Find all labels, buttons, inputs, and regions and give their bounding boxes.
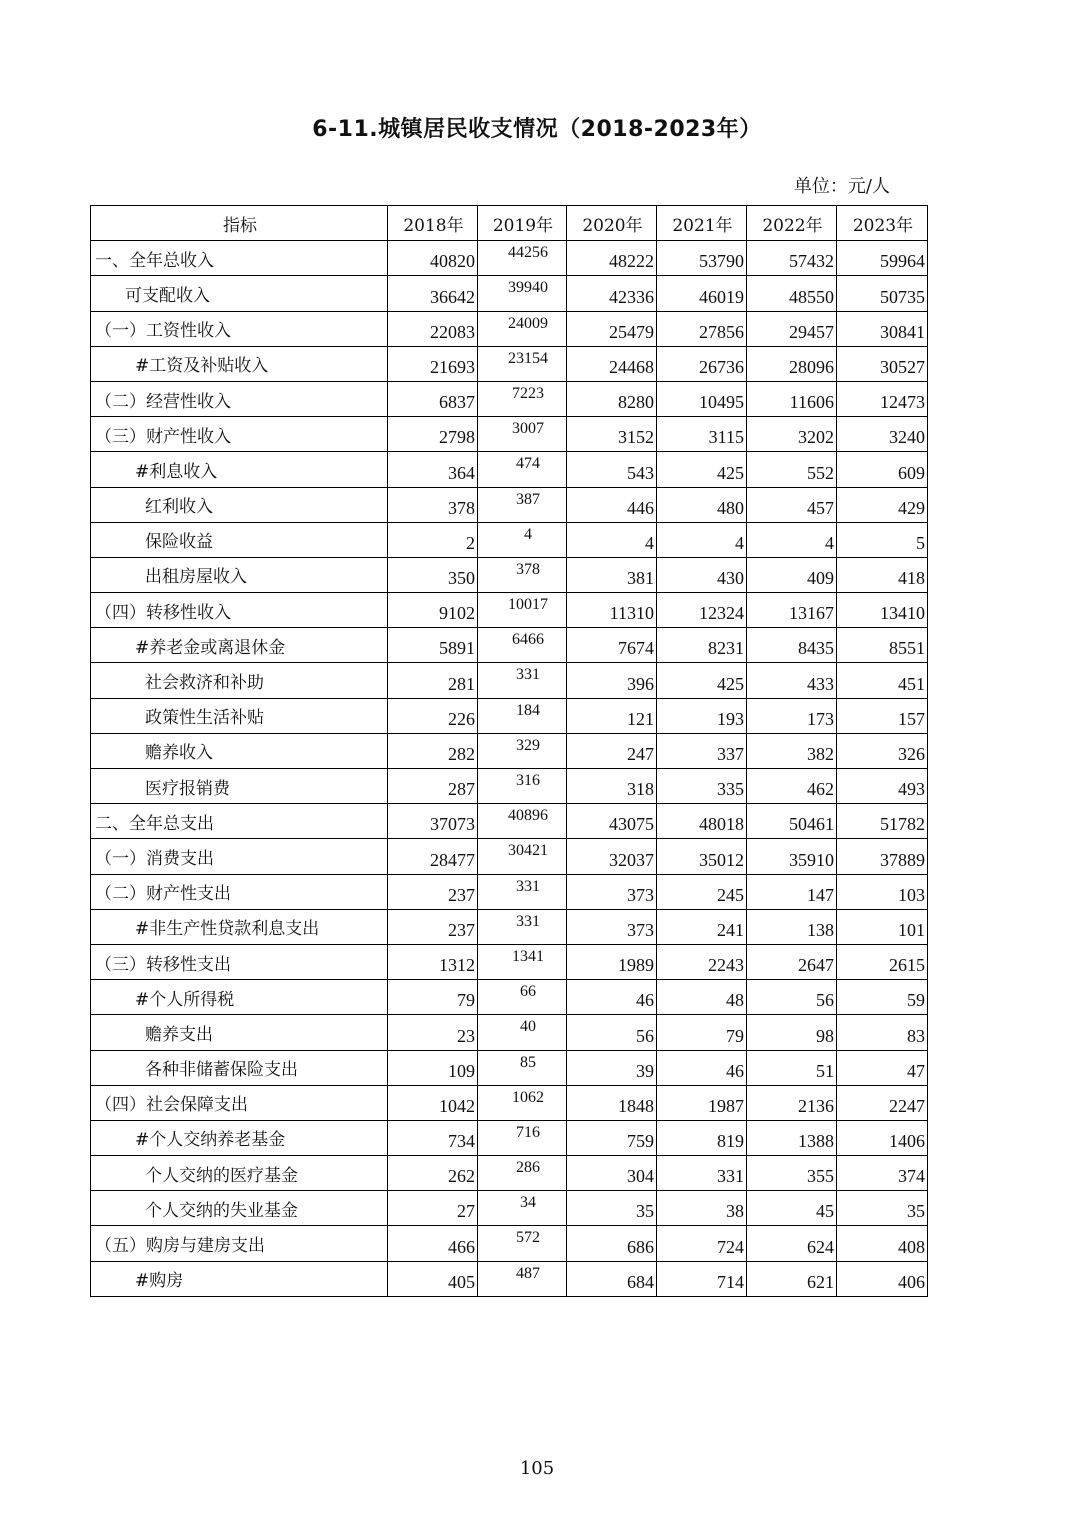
table-cell: 686 [567, 1226, 657, 1261]
table-cell: 2615 [837, 944, 928, 979]
table-cell: 59964 [837, 241, 928, 276]
table-cell: 819 [657, 1120, 747, 1155]
table-row [91, 276, 928, 311]
table-cell: 43075 [567, 804, 657, 839]
table-cell: 335 [657, 769, 747, 804]
table-cell: 381 [567, 557, 657, 592]
row-label: 社会救济和补助 [91, 663, 388, 698]
table-cell: 714 [657, 1261, 747, 1296]
table-cell: 1341 [478, 944, 567, 979]
row-label: （四）社会保障支出 [91, 1085, 388, 1120]
table-cell: 13167 [747, 593, 837, 628]
table-cell: 11310 [567, 593, 657, 628]
table-cell: 51782 [837, 804, 928, 839]
table-cell: 355 [747, 1156, 837, 1191]
table-cell: 85 [478, 1050, 567, 1085]
row-label: 各种非储蓄保险支出 [91, 1050, 388, 1085]
row-label: #个人交纳养老基金 [91, 1120, 388, 1155]
table-cell: 10017 [478, 593, 567, 628]
table-cell: 40 [478, 1015, 567, 1050]
table-cell: 7674 [567, 628, 657, 663]
table-cell: 98 [747, 1015, 837, 1050]
table-cell: 684 [567, 1261, 657, 1296]
table-row [91, 1261, 928, 1296]
table-cell: 27 [388, 1191, 478, 1226]
table-cell: 7223 [478, 381, 567, 416]
table-row [91, 417, 928, 452]
column-header: 2022年 [747, 206, 837, 241]
table-cell: 101 [837, 909, 928, 944]
table-header-row [91, 206, 928, 241]
table-cell: 433 [747, 663, 837, 698]
table-cell: 241 [657, 909, 747, 944]
table-cell: 12324 [657, 593, 747, 628]
table-cell: 9102 [388, 593, 478, 628]
table-cell: 247 [567, 733, 657, 768]
row-label: 可支配收入 [91, 276, 388, 311]
table-row [91, 593, 928, 628]
row-label: （一）消费支出 [91, 839, 388, 874]
table-cell: 3202 [747, 417, 837, 452]
table-cell: 378 [388, 487, 478, 522]
table-cell: 12473 [837, 381, 928, 416]
table-cell: 34 [478, 1191, 567, 1226]
table-cell: 418 [837, 557, 928, 592]
row-label: （三）转移性支出 [91, 944, 388, 979]
table-cell: 79 [388, 980, 478, 1015]
table-body [91, 241, 928, 1297]
table-cell: 425 [657, 452, 747, 487]
table-cell: 406 [837, 1261, 928, 1296]
row-label: 出租房屋收入 [91, 557, 388, 592]
table-cell: 53790 [657, 241, 747, 276]
table-cell: 304 [567, 1156, 657, 1191]
table-cell: 21693 [388, 346, 478, 381]
table-cell: 29457 [747, 311, 837, 346]
row-label: 一、全年总收入 [91, 241, 388, 276]
table-row [91, 874, 928, 909]
table-cell: 46 [657, 1050, 747, 1085]
table-cell: 42336 [567, 276, 657, 311]
row-label: （四）转移性收入 [91, 593, 388, 628]
table-row [91, 804, 928, 839]
table-cell: 316 [478, 769, 567, 804]
table-cell: 66 [478, 980, 567, 1015]
table-cell: 474 [478, 452, 567, 487]
column-header: 2021年 [657, 206, 747, 241]
table-cell: 56 [747, 980, 837, 1015]
table-cell: 11606 [747, 381, 837, 416]
table-cell: 8551 [837, 628, 928, 663]
table-cell: 39940 [478, 276, 567, 311]
table-cell: 48222 [567, 241, 657, 276]
table-cell: 286 [478, 1156, 567, 1191]
table-cell: 37073 [388, 804, 478, 839]
table-cell: 38 [657, 1191, 747, 1226]
table-cell: 226 [388, 698, 478, 733]
table-cell: 382 [747, 733, 837, 768]
table-cell: 331 [478, 909, 567, 944]
table-row [91, 1226, 928, 1261]
table-cell: 364 [388, 452, 478, 487]
table-cell: 282 [388, 733, 478, 768]
table-cell: 24468 [567, 346, 657, 381]
table-cell: 734 [388, 1120, 478, 1155]
table-cell: 326 [837, 733, 928, 768]
table-cell: 480 [657, 487, 747, 522]
table-cell: 45 [747, 1191, 837, 1226]
table-cell: 621 [747, 1261, 837, 1296]
table-cell: 184 [478, 698, 567, 733]
table-cell: 487 [478, 1261, 567, 1296]
table-cell: 48550 [747, 276, 837, 311]
table-cell: 2647 [747, 944, 837, 979]
table-cell: 337 [657, 733, 747, 768]
row-label: （一）工资性收入 [91, 311, 388, 346]
table-cell: 493 [837, 769, 928, 804]
table-row [91, 944, 928, 979]
table-cell: 237 [388, 909, 478, 944]
table-cell: 387 [478, 487, 567, 522]
table-row [91, 346, 928, 381]
table-cell: 5891 [388, 628, 478, 663]
table-cell: 35910 [747, 839, 837, 874]
table-cell: 46 [567, 980, 657, 1015]
table-cell: 2 [388, 522, 478, 557]
table-cell: 35 [837, 1191, 928, 1226]
table-cell: 6466 [478, 628, 567, 663]
table-row [91, 487, 928, 522]
table-cell: 409 [747, 557, 837, 592]
table-cell: 429 [837, 487, 928, 522]
table-cell: 35012 [657, 839, 747, 874]
table-row [91, 628, 928, 663]
table-cell: 48018 [657, 804, 747, 839]
table-row [91, 452, 928, 487]
table-cell: 331 [478, 874, 567, 909]
table-cell: 23 [388, 1015, 478, 1050]
table-row [91, 1050, 928, 1085]
table-cell: 57432 [747, 241, 837, 276]
table-cell: 79 [657, 1015, 747, 1050]
table-cell: 281 [388, 663, 478, 698]
table-cell: 1312 [388, 944, 478, 979]
column-header: 2018年 [388, 206, 478, 241]
table-cell: 2798 [388, 417, 478, 452]
table-cell: 331 [478, 663, 567, 698]
table-cell: 173 [747, 698, 837, 733]
table-cell: 2136 [747, 1085, 837, 1120]
table-cell: 1987 [657, 1085, 747, 1120]
table-cell: 2247 [837, 1085, 928, 1120]
table-cell: 3007 [478, 417, 567, 452]
table-row [91, 663, 928, 698]
table-cell: 2243 [657, 944, 747, 979]
table-cell: 1989 [567, 944, 657, 979]
table-cell: 32037 [567, 839, 657, 874]
row-label: #工资及补贴收入 [91, 346, 388, 381]
table-cell: 466 [388, 1226, 478, 1261]
table-row [91, 909, 928, 944]
table-cell: 4 [567, 522, 657, 557]
table-row [91, 1120, 928, 1155]
table-cell: 46019 [657, 276, 747, 311]
table-cell: 262 [388, 1156, 478, 1191]
income-expenditure-table [90, 205, 928, 1297]
table-row [91, 733, 928, 768]
table-cell: 28477 [388, 839, 478, 874]
table-cell: 374 [837, 1156, 928, 1191]
table-cell: 405 [388, 1261, 478, 1296]
table-cell: 1848 [567, 1085, 657, 1120]
table-cell: 287 [388, 769, 478, 804]
table-cell: 27856 [657, 311, 747, 346]
row-label: 赡养支出 [91, 1015, 388, 1050]
table-cell: 44256 [478, 241, 567, 276]
row-label: （五）购房与建房支出 [91, 1226, 388, 1261]
table-cell: 50461 [747, 804, 837, 839]
table-cell: 716 [478, 1120, 567, 1155]
table-row [91, 1085, 928, 1120]
table-cell: 13410 [837, 593, 928, 628]
table-row [91, 980, 928, 1015]
table-cell: 30527 [837, 346, 928, 381]
page-title: 6-11.城镇居民收支情况（2018-2023年） [312, 117, 762, 142]
unit-label: 单位：元/人 [793, 176, 890, 197]
table-cell: 39 [567, 1050, 657, 1085]
table-row [91, 1015, 928, 1050]
table-row [91, 557, 928, 592]
row-label: （二）经营性收入 [91, 381, 388, 416]
table-cell: 121 [567, 698, 657, 733]
table-cell: 5 [837, 522, 928, 557]
table-cell: 552 [747, 452, 837, 487]
table-row [91, 839, 928, 874]
table-cell: 724 [657, 1226, 747, 1261]
table-cell: 48 [657, 980, 747, 1015]
table-row [91, 311, 928, 346]
table-cell: 25479 [567, 311, 657, 346]
table-cell: 1406 [837, 1120, 928, 1155]
table-cell: 59 [837, 980, 928, 1015]
table-cell: 331 [657, 1156, 747, 1191]
table-cell: 462 [747, 769, 837, 804]
row-label: #购房 [91, 1261, 388, 1296]
row-label: （三）财产性收入 [91, 417, 388, 452]
row-label: #利息收入 [91, 452, 388, 487]
row-label: 红利收入 [91, 487, 388, 522]
table-cell: 430 [657, 557, 747, 592]
row-label: 二、全年总支出 [91, 804, 388, 839]
table-row [91, 1191, 928, 1226]
table-cell: 1062 [478, 1085, 567, 1120]
table-cell: 318 [567, 769, 657, 804]
table-cell: 138 [747, 909, 837, 944]
table-cell: 3152 [567, 417, 657, 452]
table-cell: 35 [567, 1191, 657, 1226]
row-label: 个人交纳的医疗基金 [91, 1156, 388, 1191]
table-cell: 26736 [657, 346, 747, 381]
row-label: 政策性生活补贴 [91, 698, 388, 733]
row-label: #养老金或离退休金 [91, 628, 388, 663]
table-cell: 30841 [837, 311, 928, 346]
table-cell: 40820 [388, 241, 478, 276]
table-cell: 759 [567, 1120, 657, 1155]
table-cell: 1042 [388, 1085, 478, 1120]
table-cell: 30421 [478, 839, 567, 874]
row-label: 保险收益 [91, 522, 388, 557]
table-cell: 56 [567, 1015, 657, 1050]
table-cell: 572 [478, 1226, 567, 1261]
table-cell: 6837 [388, 381, 478, 416]
table-cell: 4 [478, 522, 567, 557]
column-header: 2020年 [567, 206, 657, 241]
table-cell: 624 [747, 1226, 837, 1261]
table-cell: 329 [478, 733, 567, 768]
table-cell: 193 [657, 698, 747, 733]
row-label: 医疗报销费 [91, 769, 388, 804]
table-cell: 22083 [388, 311, 478, 346]
table-cell: 28096 [747, 346, 837, 381]
row-label: #个人所得税 [91, 980, 388, 1015]
table-cell: 8231 [657, 628, 747, 663]
table-row [91, 241, 928, 276]
row-label: 赡养收入 [91, 733, 388, 768]
table-cell: 103 [837, 874, 928, 909]
table-cell: 245 [657, 874, 747, 909]
table-cell: 408 [837, 1226, 928, 1261]
column-header: 指标 [91, 206, 388, 241]
table-cell: 457 [747, 487, 837, 522]
table-row [91, 1156, 928, 1191]
table-cell: 425 [657, 663, 747, 698]
table-cell: 350 [388, 557, 478, 592]
table-cell: 50735 [837, 276, 928, 311]
table-cell: 8280 [567, 381, 657, 416]
table-cell: 396 [567, 663, 657, 698]
table-cell: 147 [747, 874, 837, 909]
table-cell: 237 [388, 874, 478, 909]
table-cell: 24009 [478, 311, 567, 346]
table-cell: 3240 [837, 417, 928, 452]
table-cell: 4 [747, 522, 837, 557]
row-label: 个人交纳的失业基金 [91, 1191, 388, 1226]
table-cell: 373 [567, 874, 657, 909]
page-number: 105 [519, 1458, 555, 1479]
table-cell: 3115 [657, 417, 747, 452]
table-cell: 378 [478, 557, 567, 592]
table-cell: 47 [837, 1050, 928, 1085]
table-cell: 543 [567, 452, 657, 487]
table-cell: 23154 [478, 346, 567, 381]
table-cell: 373 [567, 909, 657, 944]
table-cell: 51 [747, 1050, 837, 1085]
table-cell: 1388 [747, 1120, 837, 1155]
table-cell: 446 [567, 487, 657, 522]
table-cell: 36642 [388, 276, 478, 311]
table-cell: 609 [837, 452, 928, 487]
table-row [91, 522, 928, 557]
table-cell: 4 [657, 522, 747, 557]
column-header: 2019年 [478, 206, 567, 241]
table-cell: 109 [388, 1050, 478, 1085]
table-cell: 8435 [747, 628, 837, 663]
table-cell: 83 [837, 1015, 928, 1050]
table-cell: 451 [837, 663, 928, 698]
table-row [91, 698, 928, 733]
row-label: （二）财产性支出 [91, 874, 388, 909]
table-cell: 10495 [657, 381, 747, 416]
table-row [91, 381, 928, 416]
column-header: 2023年 [837, 206, 928, 241]
row-label: #非生产性贷款利息支出 [91, 909, 388, 944]
table-cell: 157 [837, 698, 928, 733]
table-cell: 37889 [837, 839, 928, 874]
table-cell: 40896 [478, 804, 567, 839]
table-row [91, 769, 928, 804]
